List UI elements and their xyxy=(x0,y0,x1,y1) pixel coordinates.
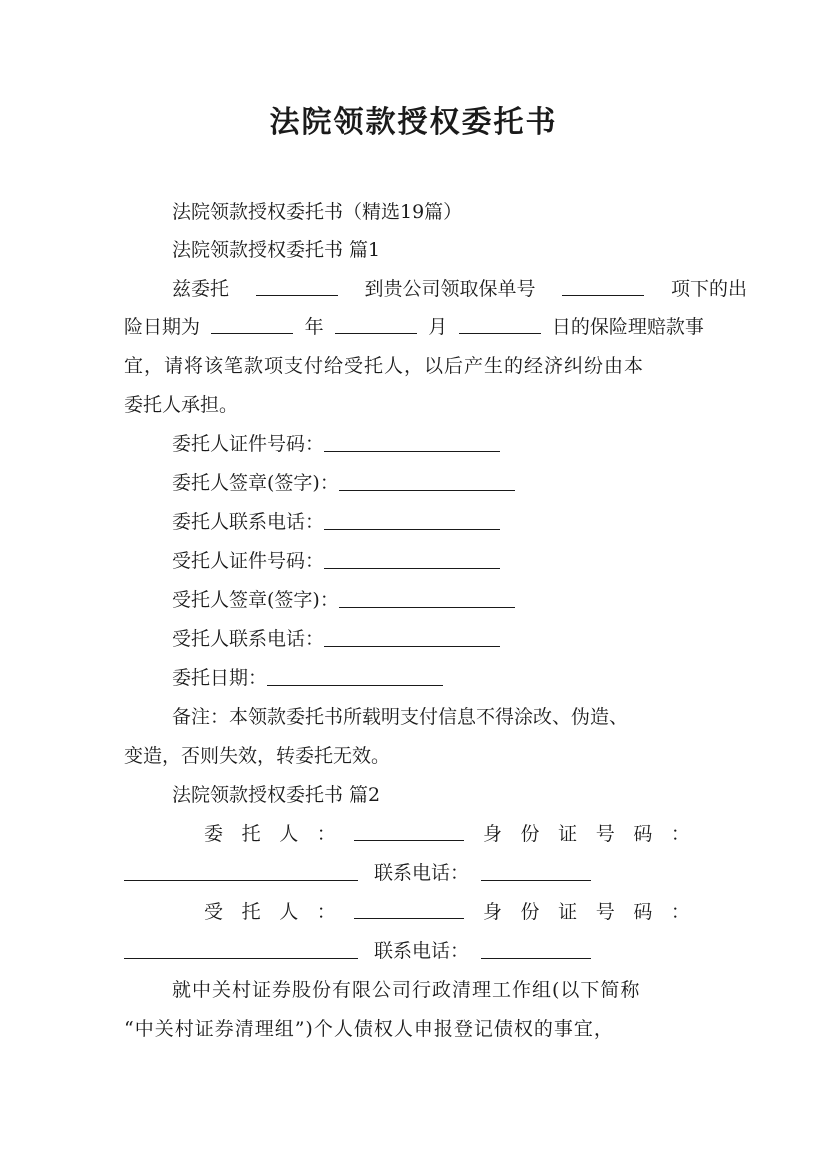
blank-agent-name xyxy=(256,275,338,296)
para1-line3: 宜，请将该笔款项支付给受托人，以后产生的经济纠纷由本 xyxy=(124,355,645,377)
blank-day xyxy=(459,313,541,334)
document-title: 法院领款授权委托书 xyxy=(269,105,558,140)
para1-line2: 险日期为 年 月 日的保险理赔款事 xyxy=(124,313,724,341)
note-line2: 变造，否则失效，转委托无效。 xyxy=(124,745,391,767)
part2-principal-row: 委 托 人 ： 身 份 证 号 码 ： xyxy=(204,820,690,848)
field-agent-sign: 受托人签章(签字)： xyxy=(172,586,772,614)
para1-line4: 委托人承担。 xyxy=(124,394,239,416)
part2-agent-row2: 联系电话： xyxy=(124,937,724,965)
subtitle: 法院领款授权委托书（精选19篇） xyxy=(172,201,463,223)
blank-policy-number xyxy=(562,275,644,296)
field-date: 委托日期： xyxy=(172,664,772,692)
part1-heading: 法院领款授权委托书 篇1 xyxy=(172,239,381,261)
blank-agent-id xyxy=(124,938,358,959)
para2-line2: “中关村证券清理组”)个人债权人申报登记债权的事宜， xyxy=(124,1018,614,1040)
para2-line1: 就中关村证券股份有限公司行政清理工作组(以下简称 xyxy=(172,979,641,1001)
field-principal-sign: 委托人签章(签字)： xyxy=(172,469,772,497)
blank-agent-phone xyxy=(481,938,591,959)
field-agent-phone: 受托人联系电话： xyxy=(172,625,772,653)
blank-month xyxy=(335,313,417,334)
part2-heading: 法院领款授权委托书 篇2 xyxy=(172,784,381,806)
para1-line1: 兹委托 到贵公司领取保单号 项下的出 xyxy=(172,275,772,303)
blank-principal-phone xyxy=(481,860,591,881)
blank-principal-id xyxy=(124,860,358,881)
part2-agent-row: 受 托 人 ： 身 份 证 号 码 ： xyxy=(204,898,690,926)
part2-principal-row2: 联系电话： xyxy=(124,859,724,887)
note-line1: 备注：本领款委托书所载明支付信息不得涂改、伪造、 xyxy=(172,706,629,728)
field-principal-phone: 委托人联系电话： xyxy=(172,508,772,536)
blank-year xyxy=(211,313,293,334)
blank-agent xyxy=(354,898,464,919)
blank-principal xyxy=(354,820,464,841)
field-agent-id: 受托人证件号码： xyxy=(172,547,772,575)
field-principal-id: 委托人证件号码： xyxy=(172,430,772,458)
